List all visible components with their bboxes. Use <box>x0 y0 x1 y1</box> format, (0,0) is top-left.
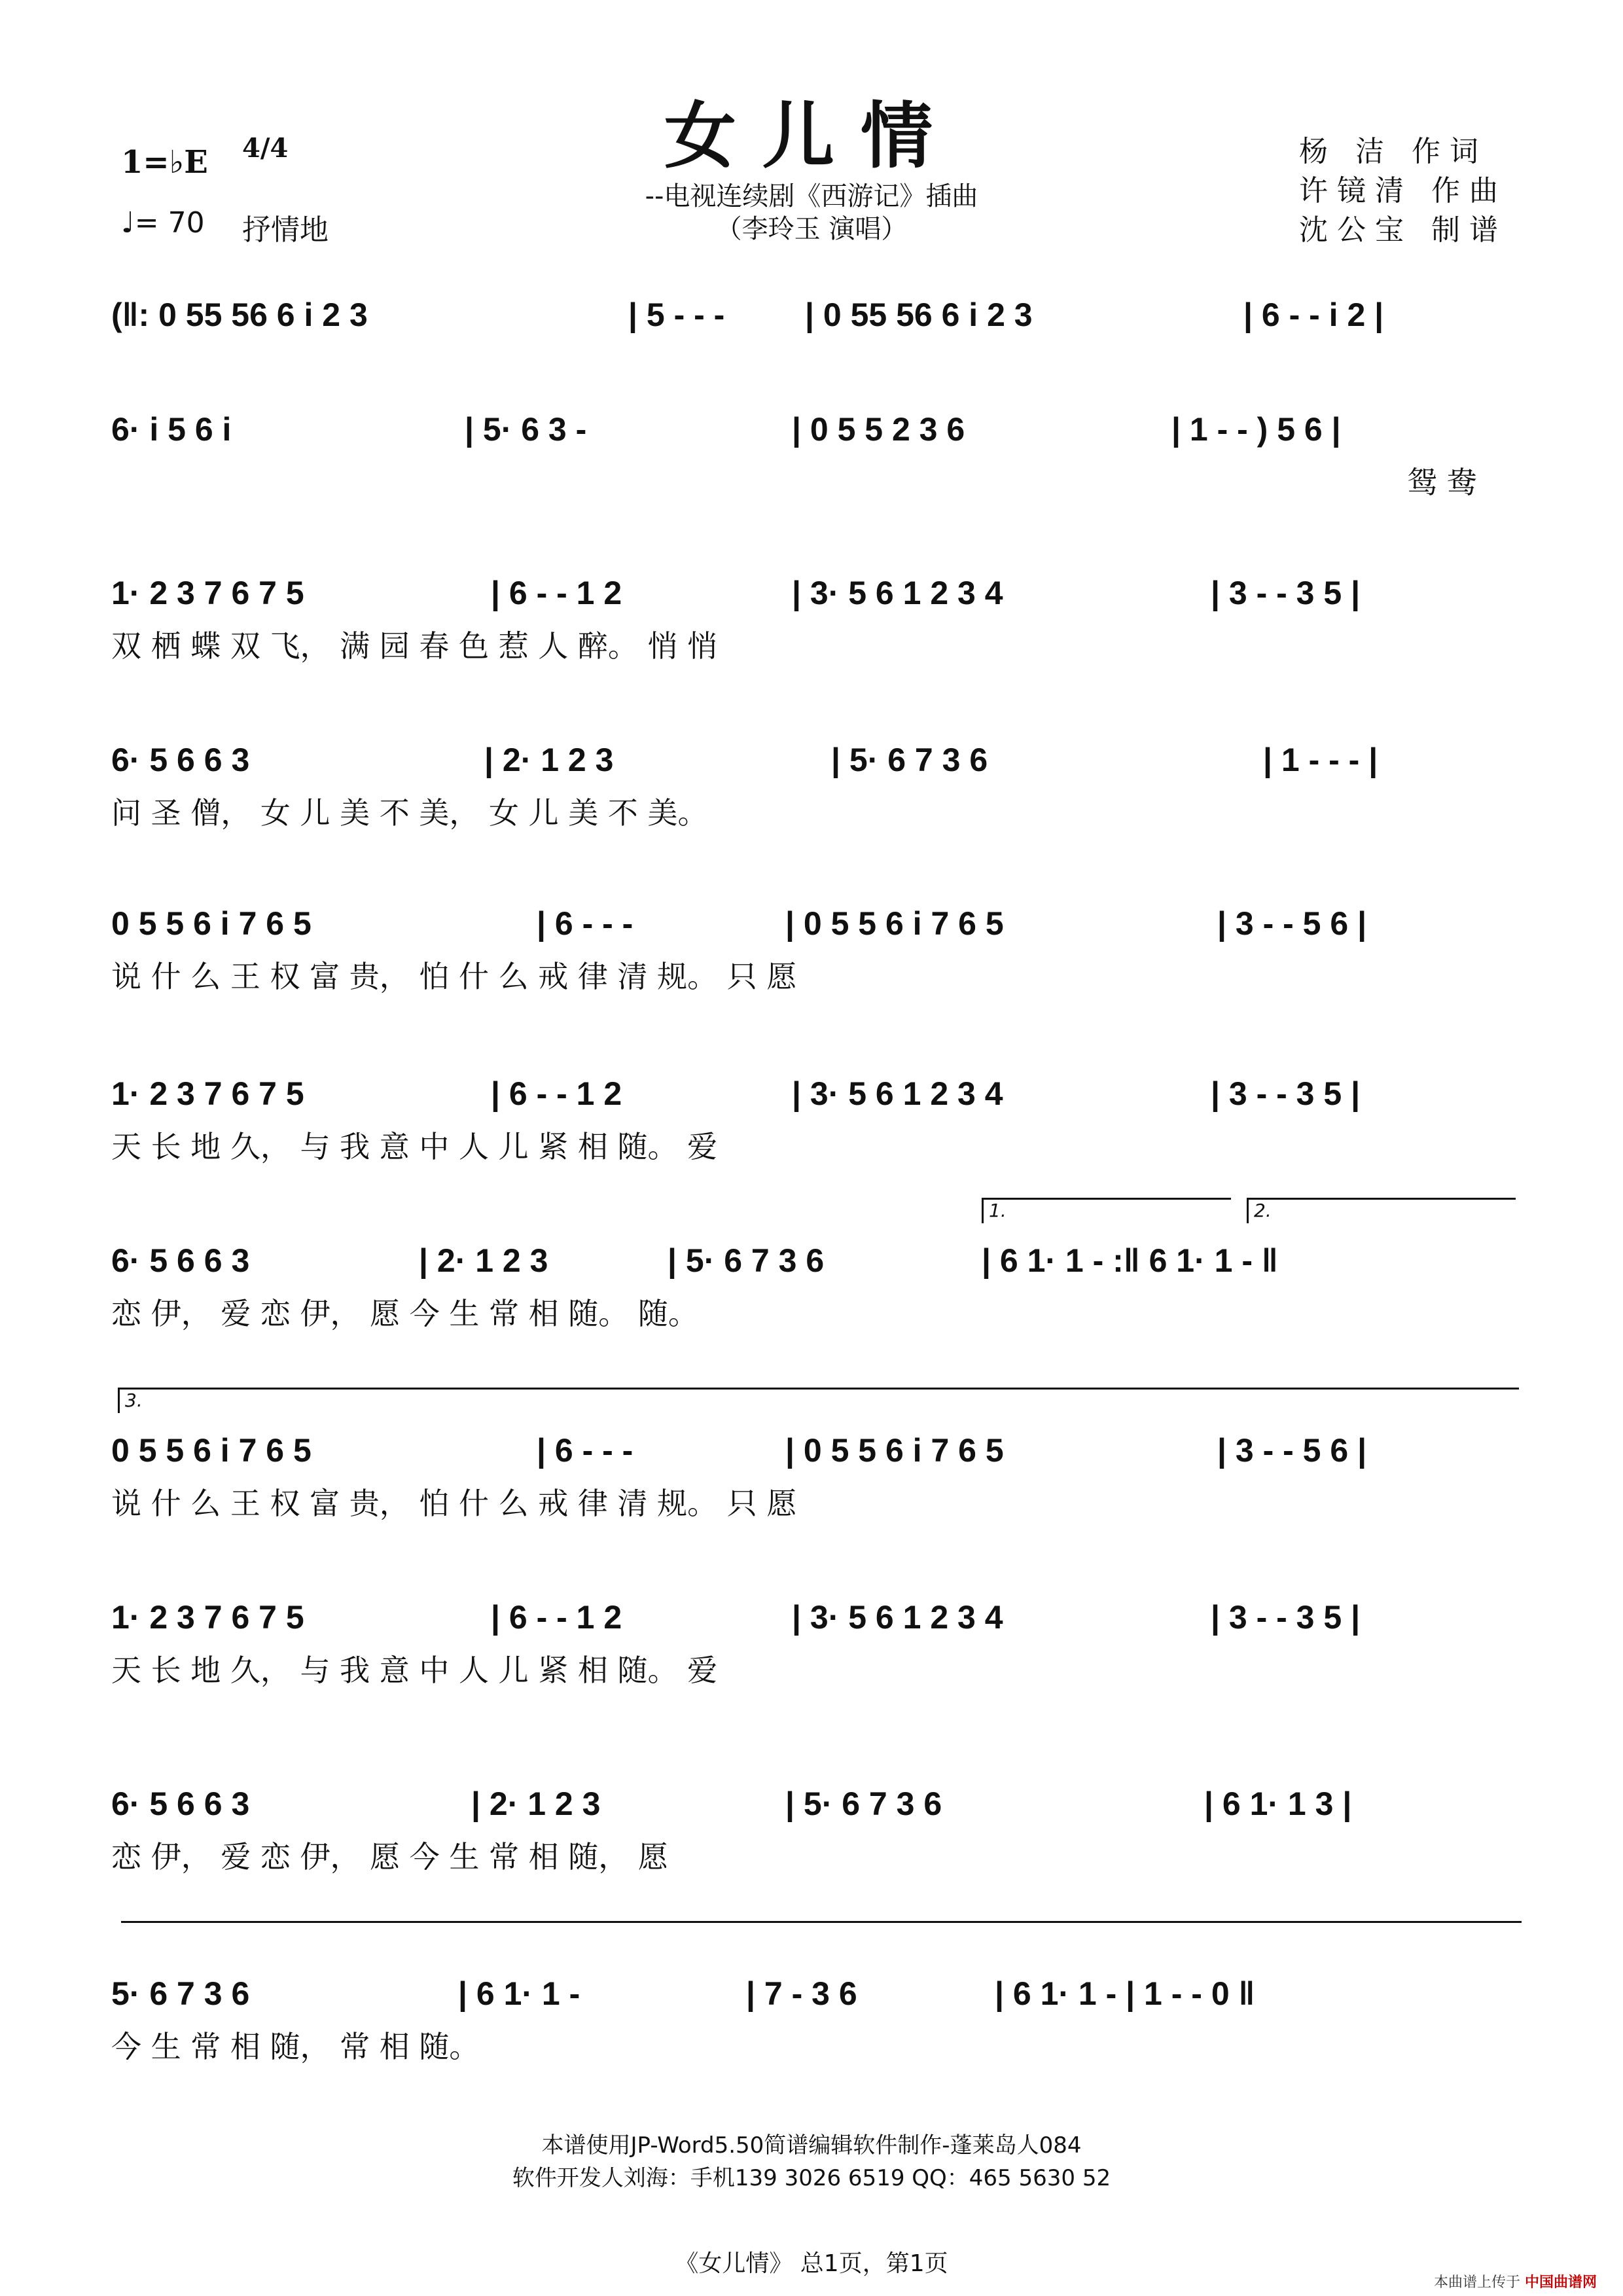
measure: | 5· 6 3 - <box>465 411 587 448</box>
lyrics-line: 天 长 地 久， 与 我 意 中 人 儿 紧 相 随。 爱 <box>111 1129 718 1164</box>
credit-transcriber: 沈公宝 制谱 <box>1299 213 1507 247</box>
volta-2: 2. <box>1247 1198 1516 1223</box>
page-footer: 《女儿情》 总1页，第1页 <box>675 2250 948 2277</box>
measure: | 6 1· 1 - <box>458 1975 580 2012</box>
measure: 6· 5 6 6 3 <box>111 1242 250 1279</box>
divider-line <box>121 1921 1522 1923</box>
lyrics-line: 说 什 么 王 权 富 贵， 怕 什 么 戒 律 清 规。 只 愿 <box>111 1486 797 1521</box>
measure: | 2· 1 2 3 <box>471 1785 601 1822</box>
upload-watermark <box>1434 2271 1597 2291</box>
upload-site: 中国曲谱网 <box>1524 2274 1597 2291</box>
measure: | 5· 6 7 3 6 <box>831 742 988 778</box>
measure: | 2· 1 2 3 <box>419 1242 548 1279</box>
footer-software: 本谱使用JP-Word5.50简谱编辑软件制作-蓬莱岛人084 <box>541 2132 1082 2159</box>
lyrics-line: 恋 伊， 爱 恋 伊， 愿 今 生 常 相 随。 随。 <box>111 1296 698 1331</box>
score-row-5 <box>111 897 1518 995</box>
score-row-2 <box>111 403 1518 501</box>
lyrics-line: 双 栖 蝶 双 飞， 满 园 春 色 惹 人 醉。 悄 悄 <box>111 628 718 664</box>
measure: | 6 - - 1 2 <box>491 1075 622 1112</box>
measure: | 6 - - 1 2 <box>491 575 622 611</box>
key-signature: 1=♭E <box>121 144 208 181</box>
measure: | 3 - - 3 5 | <box>1211 1075 1361 1112</box>
measure: | 6 1· 1 3 | <box>1204 1785 1352 1822</box>
lyrics-line: 鸳 鸯 <box>1407 465 1477 500</box>
time-signature: 4/4 <box>242 133 289 164</box>
subtitle: --电视连续剧《西游记》插曲 <box>645 181 978 211</box>
measure: | 1 - - - | <box>1263 742 1378 778</box>
measure: 1· 2 3 7 6 7 5 <box>111 1075 304 1112</box>
expression-marking: 抒情地 <box>242 213 329 247</box>
score-row-10 <box>111 1777 1518 1875</box>
lyrics-line: 问 圣 僧， 女 儿 美 不 美， 女 儿 美 不 美。 <box>111 795 708 831</box>
upload-text: 本曲谱上传于 <box>1433 2274 1520 2291</box>
measure: | 3· 5 6 1 2 3 4 <box>792 1075 1003 1112</box>
measure: | 6 - - - <box>537 1432 633 1469</box>
score-row-6 <box>111 1067 1518 1165</box>
measure: 6· 5 6 6 3 <box>111 742 250 778</box>
score-row-4 <box>111 733 1518 831</box>
measure: 6· i 5 6 i <box>111 411 232 448</box>
lyrics-line: 今 生 常 相 随， 常 相 随。 <box>111 2029 480 2064</box>
credit-lyricist: 杨 洁 作词 <box>1299 135 1488 168</box>
measure: | 6 1· 1 - :‖ 6 1· 1 - ‖ <box>982 1242 1278 1279</box>
score-row-3 <box>111 566 1518 664</box>
measure: | 3 - - 3 5 | <box>1211 1599 1361 1636</box>
measure: | 3 - - 5 6 | <box>1217 905 1367 942</box>
measure: | 0 5 5 6 i 7 6 5 <box>785 905 1004 942</box>
measure: | 0 5 5 6 i 7 6 5 <box>785 1432 1004 1469</box>
measure: | 6 1· 1 - | 1 - - 0 ‖ <box>995 1975 1255 2012</box>
measure: | 7 - 3 6 <box>746 1975 857 2012</box>
measure: | 5· 6 7 3 6 <box>668 1242 825 1279</box>
measure: | 3 - - 3 5 | <box>1211 575 1361 611</box>
score-row-7 <box>111 1234 1518 1332</box>
measure: | 2· 1 2 3 <box>484 742 614 778</box>
measure: | 5 - - - <box>628 296 725 333</box>
measure: 0 5 5 6 i 7 6 5 <box>111 1432 312 1469</box>
score-row-1 <box>111 288 1518 386</box>
measure: 0 5 5 6 i 7 6 5 <box>111 905 312 942</box>
measure: | 1 - - ) 5 6 | <box>1171 411 1341 448</box>
measure: 1· 2 3 7 6 7 5 <box>111 1599 304 1636</box>
lyrics-line: 天 长 地 久， 与 我 意 中 人 儿 紧 相 随。 爱 <box>111 1653 718 1688</box>
credit-composer: 许镜清 作曲 <box>1299 174 1507 207</box>
measure: (‖: 0 55 56 6 i 2 3 <box>111 296 368 333</box>
measure: | 3· 5 6 1 2 3 4 <box>792 575 1003 611</box>
measure: | 0 5 5 2 3 6 <box>792 411 965 448</box>
footer-contact: 软件开发人刘海：手机139 3026 6519 QQ：465 5630 52 <box>512 2165 1111 2191</box>
measure: | 6 - - i 2 | <box>1243 296 1384 333</box>
measure: | 6 - - - <box>537 905 633 942</box>
score-row-9 <box>111 1590 1518 1689</box>
measure: 6· 5 6 6 3 <box>111 1785 250 1822</box>
measure: 1· 2 3 7 6 7 5 <box>111 575 304 611</box>
tempo-marking: ♩= 70 <box>121 206 205 240</box>
measure: | 5· 6 7 3 6 <box>785 1785 942 1822</box>
lyrics-line: 说 什 么 王 权 富 贵， 怕 什 么 戒 律 清 规。 只 愿 <box>111 959 797 994</box>
score-row-8 <box>111 1424 1518 1522</box>
performer: （李玲玉 演唱） <box>715 214 908 244</box>
score-row-11 <box>111 1967 1518 2065</box>
measure: | 0 55 56 6 i 2 3 <box>805 296 1033 333</box>
measure: | 3· 5 6 1 2 3 4 <box>792 1599 1003 1636</box>
measure: 5· 6 7 3 6 <box>111 1975 250 2012</box>
volta-1: 1. <box>982 1198 1231 1223</box>
page-title: 女儿情 <box>664 94 959 178</box>
measure: | 6 - - 1 2 <box>491 1599 622 1636</box>
volta-3: 3. <box>118 1388 1519 1413</box>
measure: | 3 - - 5 6 | <box>1217 1432 1367 1469</box>
lyrics-line: 恋 伊， 爱 恋 伊， 愿 今 生 常 相 随， 愿 <box>111 1839 668 1874</box>
